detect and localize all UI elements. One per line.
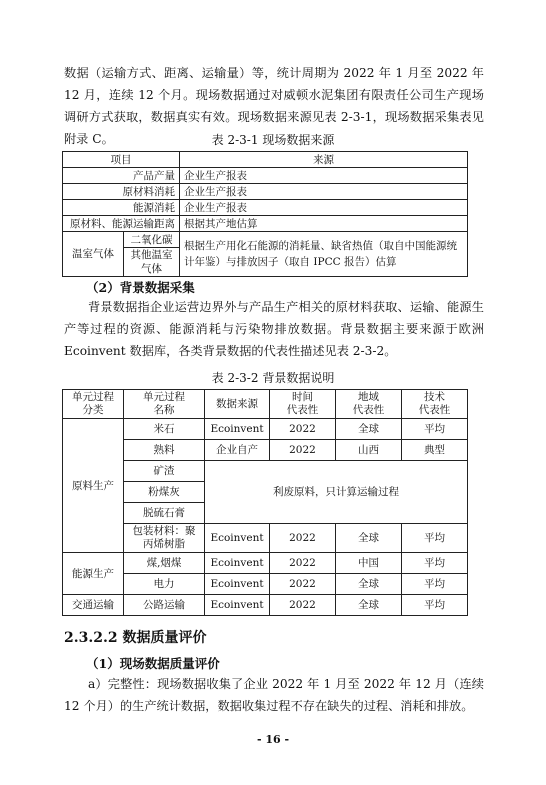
cell-geo: 中国: [336, 553, 402, 574]
table-header-row: [63, 390, 468, 419]
cell-name: 公路运输: [124, 595, 205, 616]
cell-item: 能源消耗: [63, 200, 180, 216]
section-heading-quality: 2.3.2.2 数据质量评价: [64, 630, 207, 646]
header-source: 来源: [180, 152, 468, 168]
cell-tech: 平均: [402, 574, 468, 595]
table-background-data: [62, 389, 468, 616]
table-row: [63, 553, 468, 574]
cell-source: 企业生产报表: [180, 168, 468, 184]
cell-source: Ecoinvent: [205, 524, 270, 553]
table-row: [63, 524, 468, 553]
section-heading-background: （2）背景数据采集: [86, 280, 195, 295]
completeness-paragraph: a）完整性：现场数据收集了企业 2022 年 1 月至 2022 年 12 月（连续 12 个月）的生产统计数据，数据收集过程不存在缺失的过程、消耗和排放。: [64, 677, 484, 713]
cell-source: 企业自产: [205, 440, 270, 461]
table-row: [63, 574, 468, 595]
cell-name: 包装材料：聚丙烯树脂: [124, 524, 205, 553]
cell-geo: 全球: [336, 595, 402, 616]
table-row: [63, 200, 468, 216]
header-geo: [336, 390, 402, 419]
cell-source: Ecoinvent: [205, 595, 270, 616]
cell-name: 煤,烟煤: [124, 553, 205, 574]
header-time: [270, 390, 336, 419]
header-line: 地域: [358, 391, 379, 403]
cell-geo: 全球: [336, 419, 402, 440]
cell-tech: 平均: [402, 553, 468, 574]
cell-name: 脱硫石膏: [124, 503, 205, 524]
cell-geo: 山西: [336, 440, 402, 461]
table-row: [63, 184, 468, 200]
table-header-row: [63, 152, 468, 168]
cell-ghg-other: 其他温室气体: [124, 248, 180, 277]
cell-category-transport: 交通运输: [63, 595, 124, 616]
table-field-data-sources: [62, 151, 468, 277]
header-line: 名称: [153, 404, 175, 416]
table-row: [63, 232, 468, 248]
cell-tech: 平均: [402, 419, 468, 440]
cell-tech: 平均: [402, 595, 468, 616]
cell-source: 企业生产报表: [180, 200, 468, 216]
cell-name: 米石: [124, 419, 205, 440]
intro-paragraph: 数据（运输方式、距离、运输量）等，统计周期为 2022 年 1 月至 2022 年 12 月，连续 12 个月。现场数据通过对威顿水泥集团有限责任公司生产现场调研方式获取，数据真实有效。现场数据来源见表 2-3-1，现场数据采集表见附录 C。: [64, 66, 484, 146]
header-tech: [402, 390, 468, 419]
cell-tech: 平均: [402, 524, 468, 553]
header-item: 项目: [63, 152, 180, 168]
cell-time: 2022: [270, 419, 336, 440]
table-row: [63, 440, 468, 461]
table2-caption: 表 2-3-2 背景数据说明: [211, 371, 335, 385]
cell-source: 根据其产地估算: [180, 216, 468, 232]
table-row: [63, 216, 468, 232]
table-row: [63, 419, 468, 440]
header-unit-category: [63, 390, 124, 419]
cell-time: 2022: [270, 574, 336, 595]
cell-waste-note: 利废原料，只计算运输过程: [205, 461, 468, 524]
cell-source: 企业生产报表: [180, 184, 468, 200]
cell-name: 电力: [124, 574, 205, 595]
table1-caption: 表 2-3-1 现场数据来源: [211, 133, 335, 147]
cell-geo: 全球: [336, 574, 402, 595]
header-line: 单元过程: [72, 391, 114, 403]
cell-item: 原材料消耗: [63, 184, 180, 200]
cell-time: 2022: [270, 440, 336, 461]
cell-category-energy: 能源生产: [63, 553, 124, 595]
cell-item: 产品产量: [63, 168, 180, 184]
cell-tech: 典型: [402, 440, 468, 461]
header-line: 代表性: [286, 404, 319, 416]
header-line: 单元过程: [143, 391, 185, 403]
cell-name: 熟料: [124, 440, 205, 461]
subsection-heading-field-quality: （1）现场数据质量评价: [86, 656, 220, 671]
cell-time: 2022: [270, 524, 336, 553]
cell-source: Ecoinvent: [205, 553, 270, 574]
header-line: 分类: [82, 404, 104, 416]
table-row: [63, 168, 468, 184]
cell-item: 原材料、能源运输距离: [63, 216, 180, 232]
header-data-source: 数据来源: [205, 390, 270, 419]
cell-time: 2022: [270, 595, 336, 616]
header-line: 技术: [424, 391, 445, 403]
cell-source: Ecoinvent: [205, 419, 270, 440]
header-line: 代表性: [352, 404, 385, 416]
header-line: 代表性: [418, 404, 451, 416]
cell-geo: 全球: [336, 524, 402, 553]
cell-ghg-co2: 二氧化碳: [124, 232, 180, 248]
background-paragraph: 背景数据指企业运营边界外与产品生产相关的原材料获取、运输、能源生产等过程的资源、能源消耗与污染物排放数据。背景数据主要来源于欧洲 Ecoinvent 数据库，各类背景数据的代表性描述见表 2-3-2。: [64, 300, 484, 358]
page-number: - 16 -: [256, 733, 290, 746]
cell-name: 粉煤灰: [124, 482, 205, 503]
cell-ghg-label: 温室气体: [63, 232, 124, 277]
header-line: 时间: [292, 391, 313, 403]
cell-source: Ecoinvent: [205, 574, 270, 595]
cell-time: 2022: [270, 553, 336, 574]
table-row: [63, 595, 468, 616]
header-process-name: [124, 390, 205, 419]
cell-category-raw: 原料生产: [63, 419, 124, 553]
cell-ghg-source: 根据生产用化石能源的消耗量、缺省热值（取自中国能源统计年鉴）与排放因子（取自 IPCC 报告）估算: [180, 232, 468, 277]
cell-name: 矿渣: [124, 461, 205, 482]
table-row: [63, 461, 468, 482]
